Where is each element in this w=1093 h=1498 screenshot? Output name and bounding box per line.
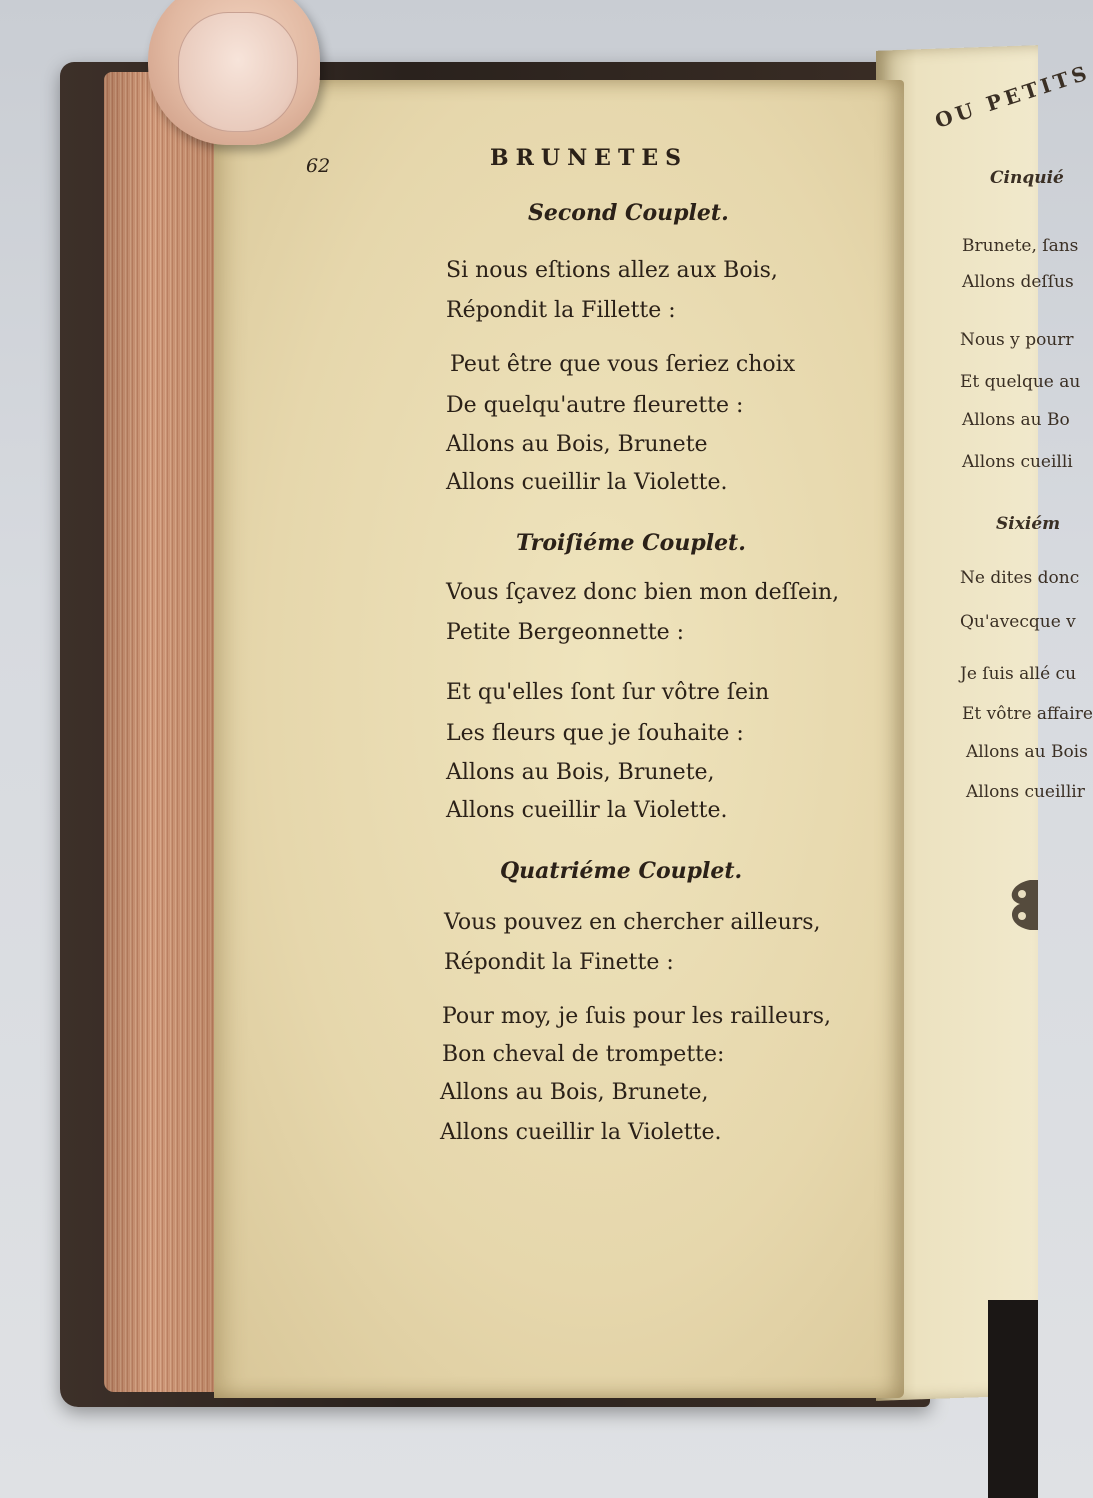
right-line: Je ſuis allé cu	[960, 664, 1077, 684]
verse-line: Les fleurs que je ſouhaite :	[446, 721, 744, 746]
right-line: Et quelque au	[960, 372, 1081, 392]
right-line: Allons au Bois	[966, 742, 1088, 762]
right-line: Allons deſſus	[962, 272, 1074, 292]
right-line: Brunete, ſans	[962, 236, 1079, 256]
stanza-heading: Quatriéme Couplet.	[500, 858, 743, 884]
verse-line: Allons cueillir la Violette.	[446, 470, 728, 495]
page-number: 62	[306, 155, 331, 177]
page-edges-shade	[104, 72, 224, 1392]
verse-line: De quelqu'autre fleurette :	[446, 393, 744, 418]
right-line: Nous y pourr	[960, 330, 1074, 350]
right-line: Allons cueillir	[966, 782, 1085, 802]
stanza-heading: Troiſiéme Couplet.	[516, 530, 746, 556]
verse-line: Allons au Bois, Brunete,	[440, 1080, 709, 1105]
right-heading: Sixiém	[996, 514, 1061, 534]
background-shadow	[988, 1300, 1038, 1498]
verse-line: Allons cueillir la Violette.	[446, 798, 728, 823]
thumbnail	[178, 12, 298, 132]
verse-line: Allons cueillir la Violette.	[440, 1120, 722, 1145]
verse-line: Vous ſçavez donc bien mon deſſein,	[446, 580, 840, 605]
right-line: Ne dites donc	[960, 568, 1080, 588]
verse-line: Répondit la Finette :	[444, 950, 674, 975]
verse-line: Peut être que vous ſeriez choix	[450, 352, 796, 377]
running-head: BRUNETES	[490, 145, 688, 171]
right-running-head: OU PETITS	[932, 60, 1093, 133]
verse-line: Bon cheval de trompette:	[442, 1042, 725, 1067]
verse-line: Pour moy, je ſuis pour les railleurs,	[442, 1004, 831, 1029]
verse-line: Et qu'elles ſont ſur vôtre ſein	[446, 680, 770, 705]
verse-line: Petite Bergeonnette :	[446, 620, 685, 645]
verse-line: Vous pouvez en chercher ailleurs,	[444, 910, 821, 935]
right-line: Allons au Bo	[962, 410, 1070, 430]
verse-line: Si nous eſtions allez aux Bois,	[446, 258, 778, 283]
verse-line: Répondit la Fillette :	[446, 298, 676, 323]
verse-line: Allons au Bois, Brunete	[446, 432, 708, 457]
right-line: Et vôtre affaire	[962, 704, 1093, 724]
right-heading: Cinquié	[990, 168, 1064, 188]
verse-line: Allons au Bois, Brunete,	[446, 760, 715, 785]
right-line: Qu'avecque v	[960, 612, 1076, 632]
fleuron-ornament	[1000, 870, 1038, 940]
stanza-heading: Second Couplet.	[528, 200, 729, 226]
right-line: Allons cueilli	[962, 452, 1073, 472]
